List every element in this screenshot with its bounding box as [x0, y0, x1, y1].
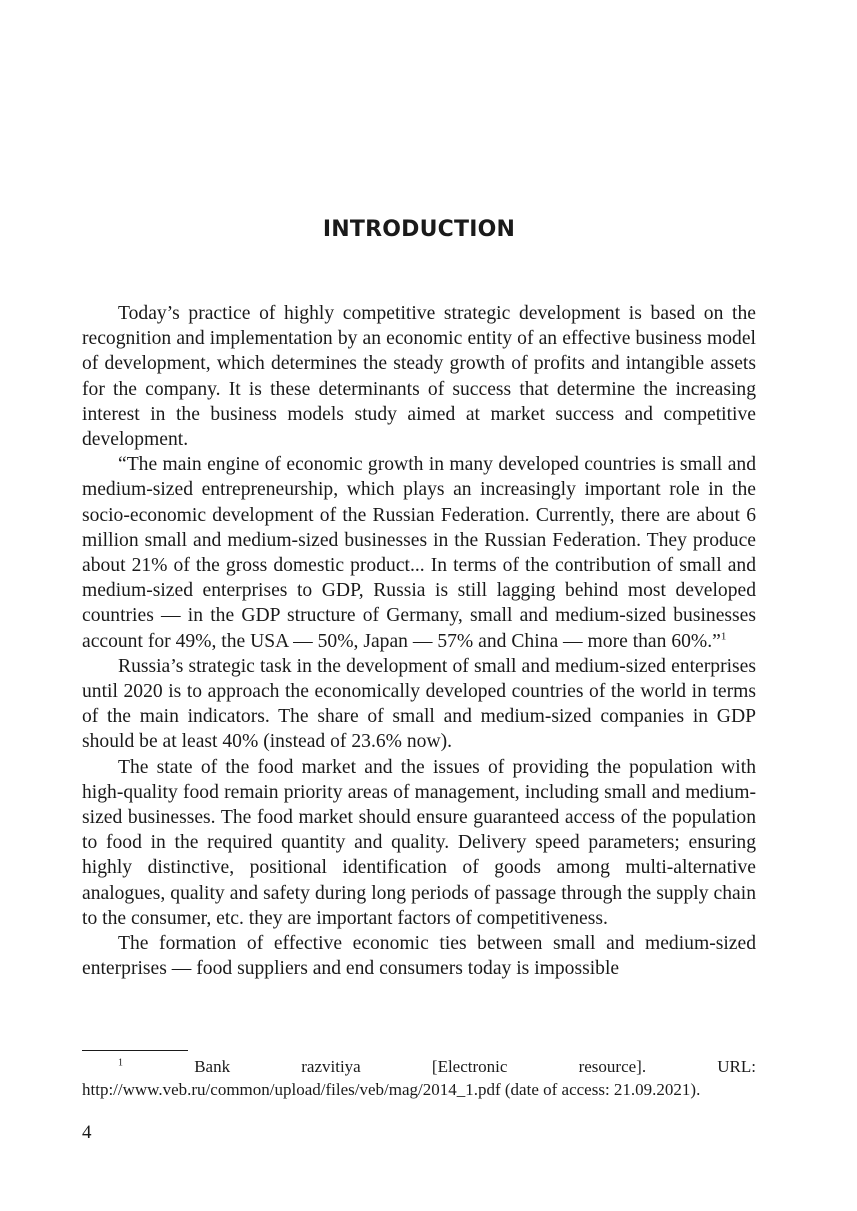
footnote-divider [82, 1050, 188, 1051]
paragraph-2 [82, 452, 756, 654]
paragraph-3-text: Russia’s strategic task in the development of small and medium-sized enterprises until 2020 is to approach the economically developed countries of the world in terms of the main indicators. The share of small and medium-sized companies in GDP should be at least 40% (instead of 23.6% now). [82, 655, 756, 753]
paragraph-5-text: The formation of effective economic ties between small and medium-sized enterprises — food suppliers and end consumers today is impossible [82, 933, 756, 980]
paragraph-1-text: Today’s practice of highly competitive strategic development is based on the recognition and implementation by an economic entity of an effective business model of development, which determines the steady growth of profits and intangible assets for the company. It is these determinants of success that determine the increasing interest in the business models study aimed at market success and competitive development. [82, 303, 756, 451]
body-text [82, 301, 756, 981]
paragraph-4-text: The state of the food market and the issues of providing the population with high-quality food remain priority areas of management, including small and medium-sized businesses. The food market should ensure guaranteed access of the population to food in the required quantity and quality. Delivery speed parameters; ensuring highly distinctive, positional identification of goods among multi-alternative analogues, quality and safety during long periods of passage through the supply chain to the consumer, etc. they are important factors of competitiveness. [82, 756, 756, 929]
paragraph-4 [82, 755, 756, 931]
paragraph-2-text: “The main engine of economic growth in many developed countries is small and medium-sized entrepreneurship, which plays an increasingly important role in the socio-economic development of the Russian Federation. Currently, there are about 6 million small and medium-sized businesses in the Russian Federation. They produce about 21% of the gross domestic product... In terms of the contribution of small and medium-sized enterprises to GDP, Russia is still lagging behind most developed countries — in the GDP structure of Germany, small and medium-sized businesses account for 49%, the USA — 50%, Japan — 57% and China — more than 60%.” [82, 454, 756, 652]
footnote-text: Bank razvitiya [Electronic resource]. URL: http://www.veb.ru/common/upload/files/veb/mag/2014_1.pdf (date of access: 21.09.2021). [82, 1057, 756, 1099]
footnote-reference: 1 [720, 630, 727, 643]
paragraph-5 [82, 931, 756, 981]
paragraph-1 [82, 301, 756, 452]
page-number: 4 [82, 1122, 92, 1143]
paragraph-3 [82, 654, 756, 755]
footnote [82, 1055, 756, 1101]
footnote-number: 1 [118, 1057, 123, 1069]
page-title: INTRODUCTION [322, 217, 516, 242]
